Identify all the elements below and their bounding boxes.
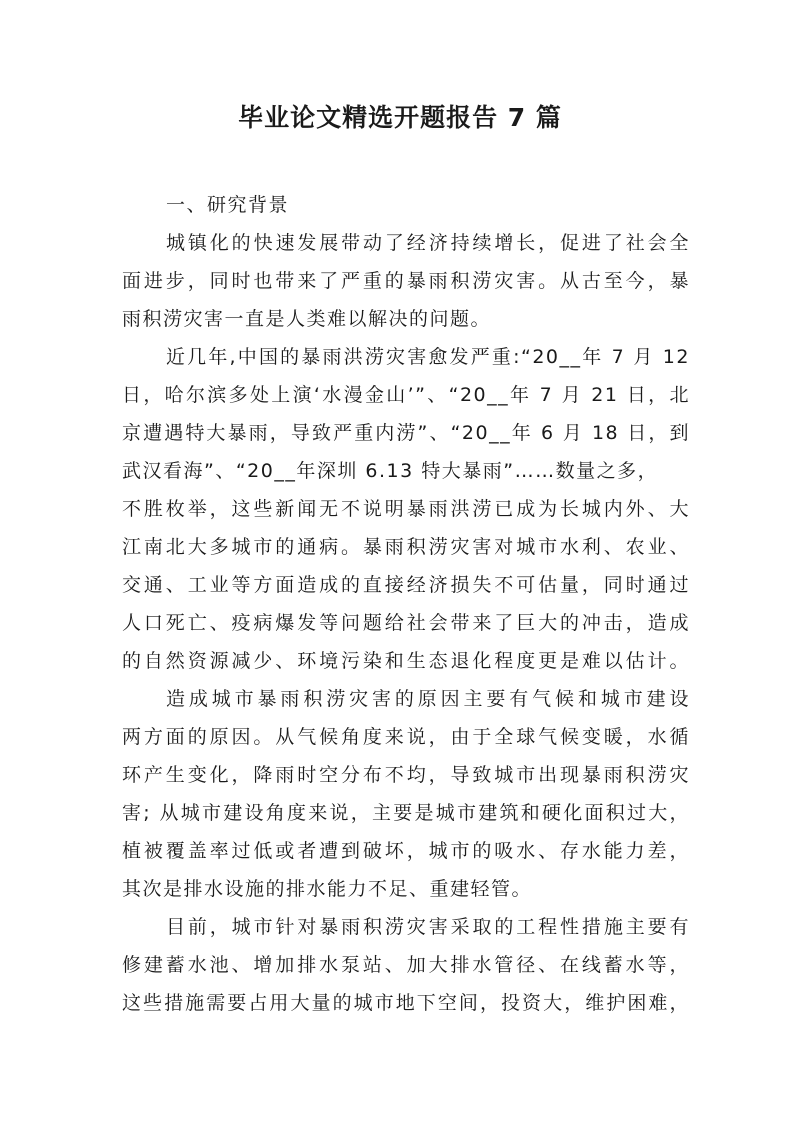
text-line: 武汉看海”、“20__年深圳 6.13 特大暴雨”……数量之多， xyxy=(122,460,659,482)
text-line: 京遭遇特大暴雨，导致严重内涝”、“20__年 6 月 18 日，到 xyxy=(122,422,690,444)
text-line: 两方面的原因。从气候角度来说，由于全球气候变暖，水循 xyxy=(122,726,690,748)
text-line: 修建蓄水池、增加排水泵站、加大排水管径、在线蓄水等， xyxy=(122,954,690,976)
text-line: 城镇化的快速发展带动了经济持续增长，促进了社会全 xyxy=(166,232,690,254)
text-line: 人口死亡、疫病爆发等问题给社会带来了巨大的冲击，造成 xyxy=(122,612,690,634)
text-line: 面进步，同时也带来了严重的暴雨积涝灾害。从古至今，暴 xyxy=(122,270,690,292)
text-line: 环产生变化，降雨时空分布不均，导致城市出现暴雨积涝灾 xyxy=(122,764,690,786)
text-line: 这些措施需要占用大量的城市地下空间，投资大，维护困难， xyxy=(122,992,690,1014)
text-line: 交通、工业等方面造成的直接经济损失不可估量，同时通过 xyxy=(122,574,690,596)
text-line: 江南北大多城市的通病。暴雨积涝灾害对城市水利、农业、 xyxy=(122,536,690,558)
document-title: 毕业论文精选开题报告 7 篇 xyxy=(238,103,562,132)
text-line: 植被覆盖率过低或者遭到破坏，城市的吸水、存水能力差， xyxy=(122,840,690,862)
text-line: 造成城市暴雨积涝灾害的原因主要有气候和城市建设 xyxy=(166,688,690,710)
text-line: 目前，城市针对暴雨积涝灾害采取的工程性措施主要有 xyxy=(166,916,690,938)
text-line: 日，哈尔滨多处上演‘水漫金山’”、“20__年 7 月 21 日，北 xyxy=(122,384,690,406)
text-line: 害; 从城市建设角度来说，主要是城市建筑和硬化面积过大， xyxy=(122,802,690,824)
text-line: 其次是排水设施的排水能力不足、重建轻管。 xyxy=(122,878,533,900)
text-line: 雨积涝灾害一直是人类难以解决的问题。 xyxy=(122,308,492,330)
text-line: 不胜枚举，这些新闻无不说明暴雨洪涝已成为长城内外、大 xyxy=(122,498,690,520)
text-line: 的自然资源减少、环境污染和生态退化程度更是难以估计。 xyxy=(122,650,690,672)
text-line: 近几年,中国的暴雨洪涝灾害愈发严重:“20__年 7 月 12 xyxy=(166,346,690,368)
section-heading: 一、研究背景 xyxy=(166,194,290,216)
